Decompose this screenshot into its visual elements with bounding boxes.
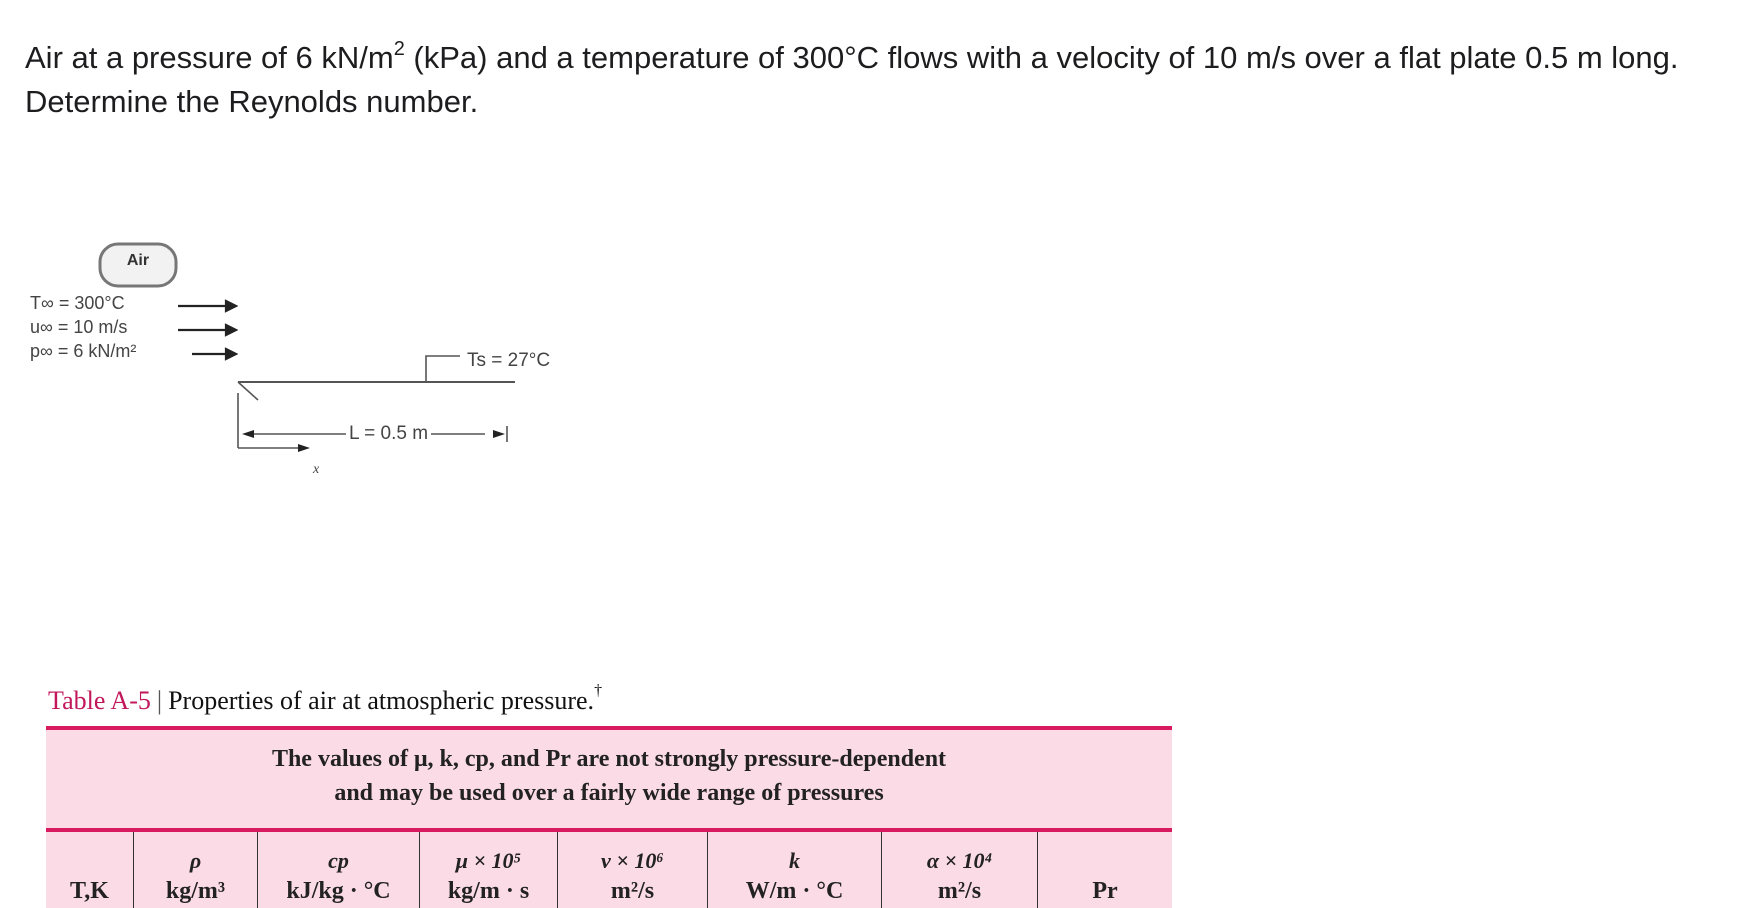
column-header-specific-heat [258, 832, 420, 908]
surface-temperature: Ts = 27°C [467, 350, 551, 371]
x-axis-label: x [313, 462, 320, 477]
column-header-density [134, 832, 258, 908]
plate-length: L = 0.5 m [346, 423, 431, 445]
table-title: Properties of air at atmospheric pressure. [168, 686, 595, 715]
column-header-conductivity [708, 832, 882, 908]
column-symbol: cp [328, 848, 349, 873]
column-header-kinematic-viscosity [558, 832, 708, 908]
dagger-mark: † [594, 682, 603, 700]
table-caption [48, 682, 603, 716]
column-unit: W/m · °C [745, 878, 844, 904]
air-properties-table [46, 726, 1172, 908]
column-unit: T,K [70, 878, 109, 904]
column-symbol: ν × 10⁶ [601, 848, 664, 873]
table-header-row [46, 832, 1172, 908]
free-stream-velocity: u∞ = 10 m/s [30, 317, 128, 337]
problem-text-part1: Air at a pressure of 6 kN/m [25, 40, 394, 75]
column-symbol: ρ [189, 848, 202, 873]
flow-arrows [178, 301, 236, 359]
table-note [46, 730, 1172, 828]
caption-separator: | [156, 686, 163, 715]
flat-plate-figure [20, 238, 580, 478]
table-note-line-1: The values of μ, k, cp, and Pr are not strongly pressure-dependent [271, 746, 947, 772]
column-unit: m²/s [937, 878, 982, 904]
column-unit: kg/m · s [447, 878, 530, 904]
air-label: Air [126, 252, 150, 269]
column-symbol: μ × 10⁵ [455, 848, 522, 873]
superscript: 2 [393, 37, 405, 60]
problem-text-part2: (kPa) and a temperature of 300°C flows with a velocity of 10 m/s over a flat plate 0.5 m long. Determine the Reynolds number. [25, 40, 1679, 119]
column-unit: kJ/kg · °C [286, 878, 391, 904]
free-stream-temperature: T∞ = 300°C [30, 293, 125, 313]
free-stream-pressure: p∞ = 6 kN/m² [30, 341, 137, 361]
column-header-temperature [46, 832, 134, 908]
table-number: Table A-5 [48, 686, 151, 715]
column-symbol: k [789, 848, 800, 873]
ts-bracket [426, 356, 460, 382]
column-symbol: α × 10⁴ [926, 848, 993, 873]
plate-tip [238, 382, 258, 400]
table-note-line-2: and may be used over a fairly wide range of pressures [334, 780, 884, 806]
column-header-prandtl [1038, 832, 1172, 908]
problem-statement [25, 36, 1715, 124]
column-unit: Pr [1092, 878, 1118, 904]
column-header-dynamic-viscosity [420, 832, 558, 908]
column-header-diffusivity [882, 832, 1038, 908]
column-unit: m²/s [610, 878, 655, 904]
column-unit: kg/m³ [165, 878, 226, 904]
